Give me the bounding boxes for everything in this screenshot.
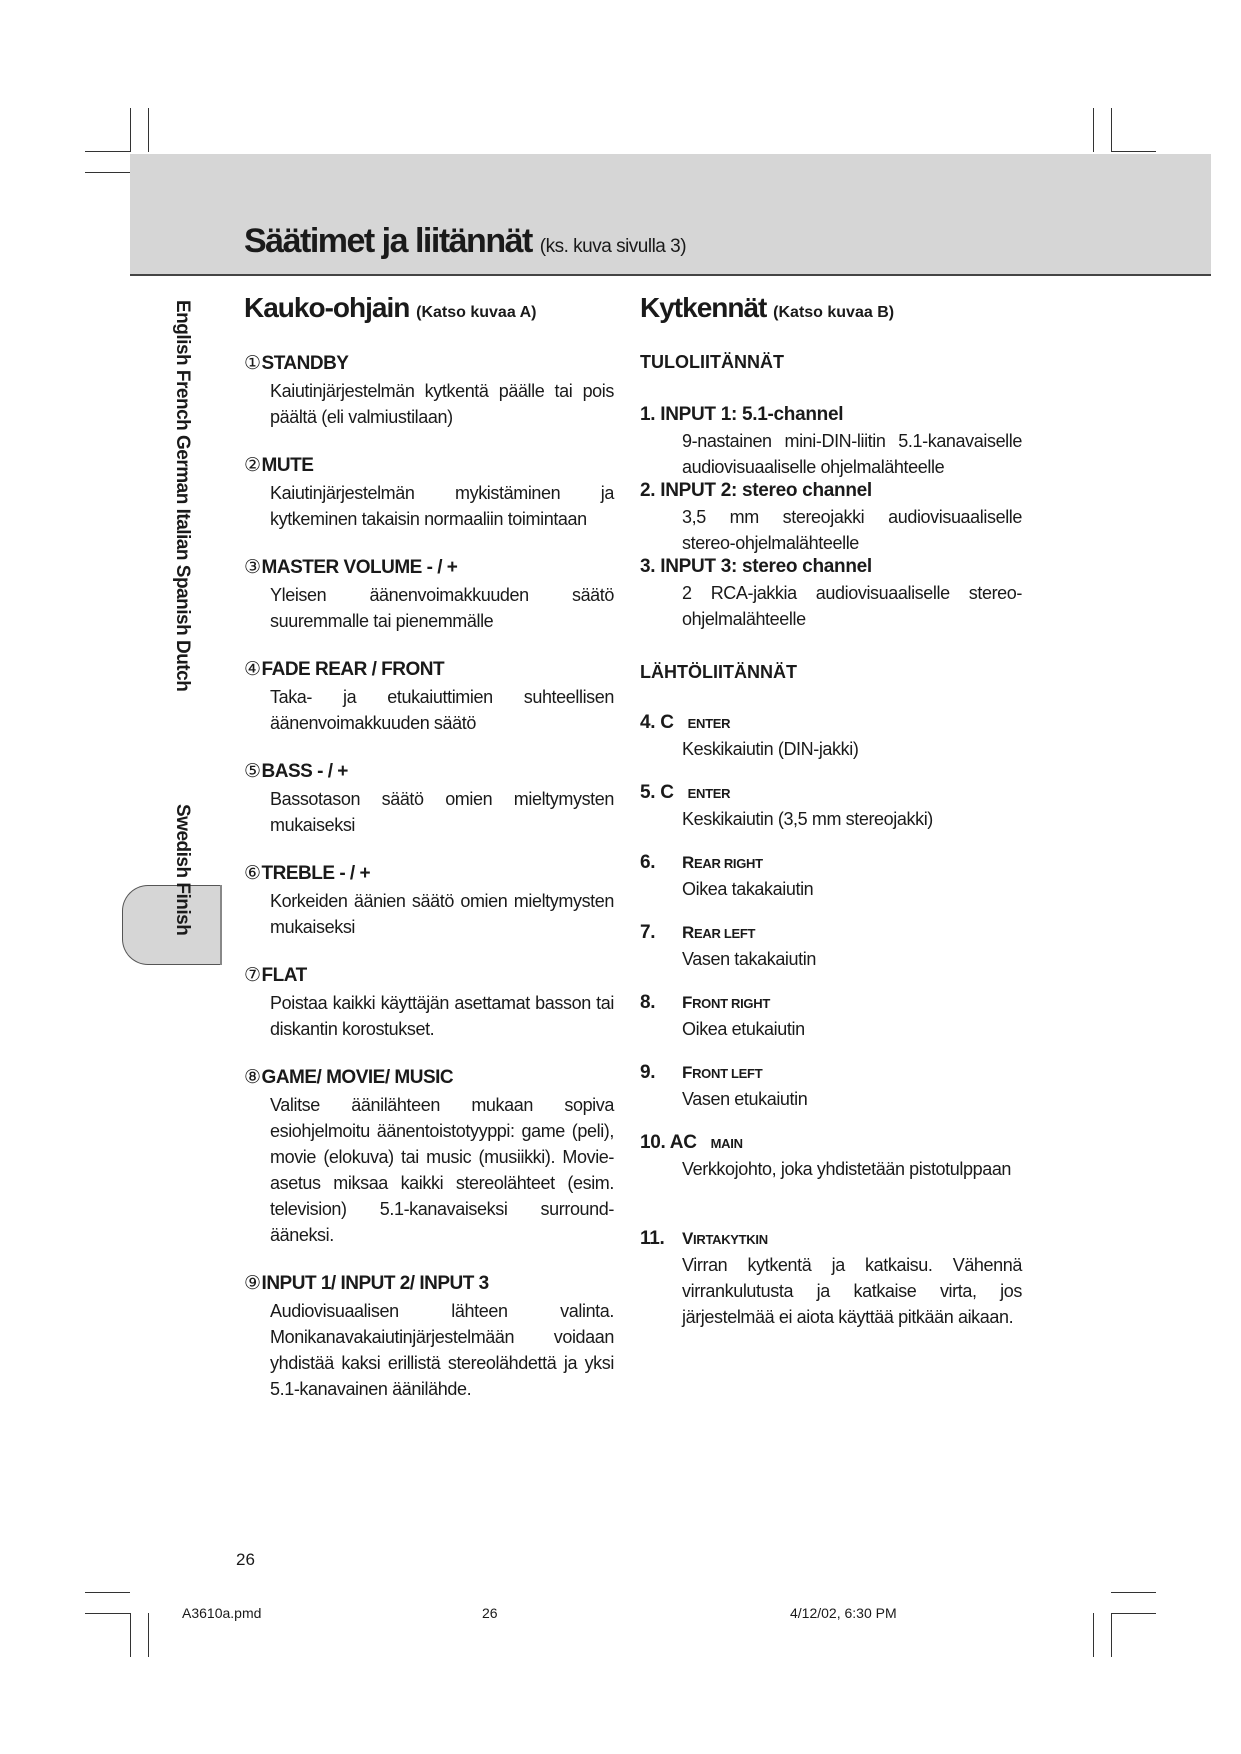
page-title-subtitle: (ks. kuva sivulla 3) xyxy=(539,236,687,257)
item-title-text: INPUT 1/ INPUT 2/ INPUT 3 xyxy=(261,1273,489,1294)
output-sub: ENTER xyxy=(687,786,731,801)
input-title: 1. INPUT 1: 5.1-channel xyxy=(640,404,844,425)
output-number: 8. xyxy=(640,992,656,1013)
page-number: 26 xyxy=(236,1550,255,1569)
input-title: 3. INPUT 3: stereo channel xyxy=(640,556,872,577)
item-title-text: MUTE xyxy=(261,455,314,476)
output-description: Keskikaiutin (DIN-jakki) xyxy=(682,739,859,759)
output-title xyxy=(640,782,730,804)
output-number: 6. xyxy=(640,852,656,873)
input-description: 9-nastainen mini-DIN-liitin 5.1-kanavaiselle audiovisuaaliselle ohjelmalähteelle xyxy=(682,431,1022,477)
output-label-rest: EAR RIGHT xyxy=(693,856,763,871)
connections-heading-sub: (Katso kuvaa B) xyxy=(773,304,895,321)
item-title xyxy=(244,658,444,681)
output-description: Oikea takakaiutin xyxy=(682,879,814,899)
item-title xyxy=(244,556,457,579)
item-title-text: GAME/ MOVIE/ MUSIC xyxy=(261,1067,454,1088)
output-label-cap: R xyxy=(682,923,694,942)
crop-mark xyxy=(1111,1613,1156,1614)
item-number: ③ xyxy=(244,557,261,578)
crop-mark xyxy=(130,1613,131,1657)
output-number: 4. xyxy=(640,712,656,733)
footer-filename: A3610a.pmd xyxy=(182,1605,262,1621)
item-title xyxy=(244,862,370,885)
item-number: ⑨ xyxy=(244,1273,261,1294)
output-description: Vasen takakaiutin xyxy=(682,949,816,969)
item-number: ⑦ xyxy=(244,965,261,986)
output-title xyxy=(640,712,730,734)
item-title-text: TREBLE - / + xyxy=(261,863,371,884)
remote-heading-text: Kauko-ohjain xyxy=(244,292,410,323)
item-title-text: FLAT xyxy=(261,965,307,986)
item-title xyxy=(244,454,313,477)
output-description: Virran kytkentä ja katkaisu. Vähennä virrankulutusta ja katkaise virta, jos järjestelmää ei aiota käyttää pitkään aikaan. xyxy=(682,1255,1022,1327)
output-title xyxy=(640,922,755,944)
item-description: Kaiutinjärjestelmän kytkentä päälle tai pois päältä (eli valmiustilaan) xyxy=(270,381,614,427)
crop-mark xyxy=(1111,1613,1112,1657)
crop-mark xyxy=(1093,1613,1094,1657)
crop-mark xyxy=(1111,151,1156,152)
crop-mark xyxy=(1093,108,1094,152)
output-label-cap: V xyxy=(682,1229,694,1248)
crop-mark xyxy=(1111,1592,1156,1593)
connections-heading-text: Kytkennät xyxy=(640,292,767,323)
item-description: Poistaa kaikki käyttäjän asettamat basson tai diskantin korostukset. xyxy=(270,993,614,1039)
item-title-text: MASTER VOLUME - / + xyxy=(261,557,458,578)
item-number: ② xyxy=(244,455,261,476)
output-title xyxy=(640,1132,743,1154)
crop-mark xyxy=(85,151,130,152)
item-number: ⑤ xyxy=(244,761,261,782)
output-sub: ENTER xyxy=(687,716,731,731)
item-title xyxy=(244,964,307,987)
item-title xyxy=(244,352,348,375)
input-title: 2. INPUT 2: stereo channel xyxy=(640,480,872,501)
footer-date: 4/12/02, 6:30 PM xyxy=(790,1605,897,1621)
output-label-cap: R xyxy=(682,853,694,872)
output-label-cap: F xyxy=(682,993,693,1012)
item-number: ① xyxy=(244,353,261,374)
connections-heading xyxy=(640,292,894,324)
output-title xyxy=(640,1228,768,1250)
output-label-cap: F xyxy=(682,1063,693,1082)
output-main: AC xyxy=(669,1132,697,1153)
item-description: Korkeiden äänien säätö omien mieltymysten mukaiseksi xyxy=(270,891,614,937)
tab-shadow xyxy=(220,885,222,965)
item-title-text: BASS - / + xyxy=(261,761,348,782)
output-title xyxy=(640,852,763,874)
crop-mark xyxy=(130,108,131,152)
item-description: Taka- ja etukaiuttimien suhteellisen äänenvoimakkuuden säätö xyxy=(270,687,614,733)
item-title xyxy=(244,760,348,783)
input-description: 2 RCA-jakkia audiovisuaaliselle stereo-ohjelmalähteelle xyxy=(682,583,1022,629)
crop-mark xyxy=(85,1592,130,1593)
crop-mark xyxy=(148,108,149,152)
output-main: C xyxy=(660,712,674,733)
item-description: Yleisen äänenvoimakkuuden säätö suuremmalle tai pienemmälle xyxy=(270,585,614,631)
inputs-label: TULOLIITÄNNÄT xyxy=(640,352,784,372)
page-title-text: Säätimet ja liitännät xyxy=(244,222,532,260)
output-number: 9. xyxy=(640,1062,656,1083)
footer-page: 26 xyxy=(482,1605,498,1621)
item-number: ⑥ xyxy=(244,863,261,884)
item-title-text: FADE REAR / FRONT xyxy=(261,659,445,680)
language-list: English French German Italian Spanish Dutch xyxy=(172,300,193,692)
output-description: Vasen etukaiutin xyxy=(682,1089,808,1109)
crop-mark xyxy=(85,1613,130,1614)
output-main: C xyxy=(660,782,674,803)
outputs-label: LÄHTÖLIITÄNNÄT xyxy=(640,662,797,682)
remote-heading xyxy=(244,292,536,324)
output-title xyxy=(640,1062,762,1084)
output-label-rest: RONT LEFT xyxy=(692,1066,763,1081)
output-description: Keskikaiutin (3,5 mm stereojakki) xyxy=(682,809,933,829)
output-label-rest: IRTAKYTKIN xyxy=(693,1232,768,1247)
output-number: 10. xyxy=(640,1132,666,1153)
crop-mark xyxy=(85,172,130,173)
output-title xyxy=(640,992,770,1014)
output-label-rest: EAR LEFT xyxy=(693,926,756,941)
item-description: Audiovisuaalisen lähteen valinta. Monikanavakaiutinjärjestelmään voidaan yhdistää kaksi erillistä stereolähdettä ja yksi 5.1-kanavainen äänilähde. xyxy=(270,1301,614,1399)
crop-mark xyxy=(148,1613,149,1657)
item-description: Kaiutinjärjestelmän mykistäminen ja kytkeminen takaisin normaaliin toimintaan xyxy=(270,483,614,529)
item-number: ⑧ xyxy=(244,1067,261,1088)
input-description: 3,5 mm stereojakki audiovisuaaliselle stereo-ohjelmalähteelle xyxy=(682,507,1022,553)
output-sub: MAIN xyxy=(710,1136,743,1151)
item-description: Valitse äänilähteen mukaan sopiva esiohjelmoitu äänentoistotyyppi: game (peli), movie (elokuva) tai music (musiikki). Movie-asetus miksaa kaikki stereolähteet (esim. television) 5.1-kanavaiseksi surround-ääneksi. xyxy=(270,1095,614,1245)
item-description: Bassotason säätö omien mieltymysten mukaiseksi xyxy=(270,789,614,835)
active-language-label: Swedish Finish xyxy=(172,804,193,936)
crop-mark xyxy=(1111,108,1112,152)
item-title-text: STANDBY xyxy=(261,353,349,374)
remote-heading-sub: (Katso kuvaa A) xyxy=(416,304,537,321)
item-number: ④ xyxy=(244,659,261,680)
page-title xyxy=(244,222,686,261)
output-description: Oikea etukaiutin xyxy=(682,1019,805,1039)
output-number: 7. xyxy=(640,922,656,943)
item-title xyxy=(244,1066,453,1089)
item-title xyxy=(244,1272,489,1295)
output-description: Verkkojohto, joka yhdistetään pistotulppaan xyxy=(682,1159,1012,1179)
output-label-rest: RONT RIGHT xyxy=(692,996,770,1011)
output-number: 11. xyxy=(640,1228,665,1249)
output-number: 5. xyxy=(640,782,656,803)
